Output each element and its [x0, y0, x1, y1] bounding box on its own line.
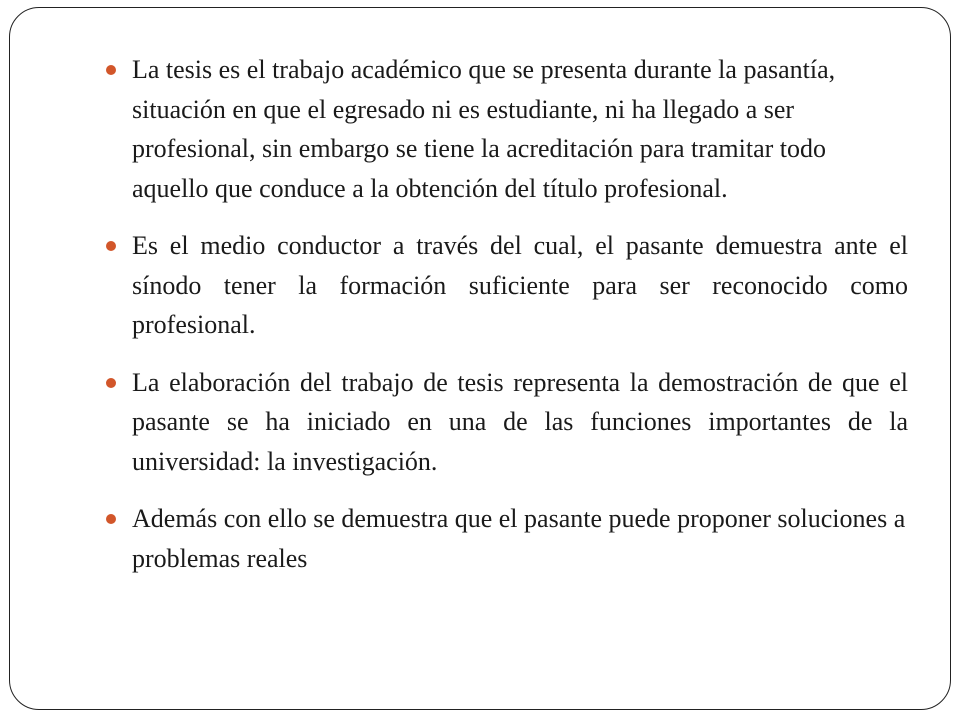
bullet-item-thesis-definition	[106, 50, 908, 208]
bullet-text: La elaboración del trabajo de tesis representa la demostración de que el pasante se ha iniciado en una de las funciones importantes de la universidad: la investigación.	[132, 367, 908, 476]
bullet-item-solutions	[106, 499, 908, 578]
bullet-item-research-demonstration	[106, 363, 908, 482]
bullet-dot-icon	[106, 378, 116, 388]
bullet-text: Además con ello se demuestra que el pasante puede proponer soluciones a problemas reales	[132, 504, 906, 573]
bullet-dot-icon	[106, 241, 116, 251]
bullet-dot-icon	[106, 514, 116, 524]
bullet-list	[106, 50, 908, 596]
bullet-dot-icon	[106, 65, 116, 75]
bullet-item-conductor-medium	[106, 226, 908, 345]
bullet-text: La tesis es el trabajo académico que se presenta durante la pasantía, situación en que el egresado ni es estudiante, ni ha llegado a ser profesional, sin embargo se tiene la acreditación para tramitar todo aquello que conduce a la obtención del título profesional.	[132, 55, 836, 203]
bullet-text: Es el medio conductor a través del cual, el pasante demuestra ante el sínodo tener la formación suficiente para ser reconocido como profesional.	[132, 231, 908, 339]
